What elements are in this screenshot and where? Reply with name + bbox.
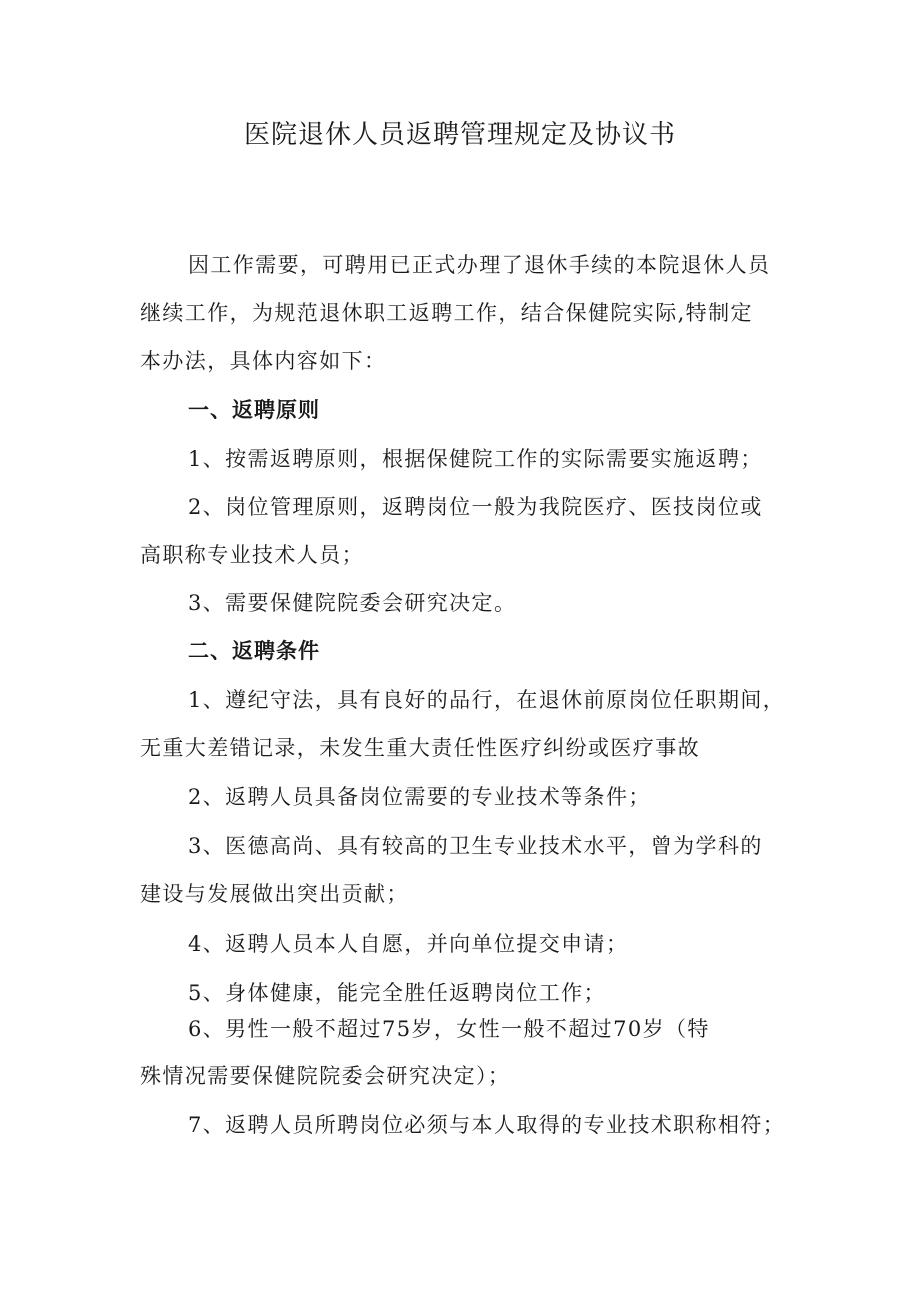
condition-item-6-cont: 殊情况需要保健院院委会研究决定）； [140,1064,511,1088]
intro-line-1: 因工作需要，可聘用已正式办理了退休手续的本院退休人员 [188,253,771,277]
intro-line-2: 继续工作，为规范退休职工返聘工作，结合保健院实际,特制定 [140,301,753,325]
condition-item-1-cont: 无重大差错记录，未发生重大责任性医疗纠纷或医疗事故 [140,736,700,760]
principle-item-1: 1、按需返聘原则，根据保健院工作的实际需要实施返聘； [188,447,763,471]
condition-item-2: 2、返聘人员具备岗位需要的专业技术等条件； [188,785,651,809]
principle-item-2-cont: 高职称专业技术人员； [140,543,364,567]
condition-item-6: 6、男性一般不超过75岁，女性一般不超过70岁（特 [188,1017,710,1041]
condition-item-3-cont: 建设与发展做出突出贡献； [140,882,409,906]
section-heading-conditions: 二、返聘条件 [188,639,320,663]
condition-item-5: 5、身体健康，能完全胜任返聘岗位工作； [188,981,606,1005]
principle-item-2: 2、岗位管理原则，返聘岗位一般为我院医疗、医技岗位或 [188,495,763,519]
section-heading-principles: 一、返聘原则 [188,398,320,422]
principle-item-3: 3、需要保健院院委会研究决定。 [188,591,517,615]
condition-item-7: 7、返聘人员所聘岗位必须与本人取得的专业技术职称相符； [188,1113,786,1137]
condition-item-4: 4、返聘人员本人自愿，并向单位提交申请； [188,932,629,956]
document-title: 医院退休人员返聘管理规定及协议书 [243,120,676,150]
condition-item-1: 1、遵纪守法，具有良好的品行，在退休前原岗位任职期间， [188,688,786,712]
intro-line-3: 本办法，具体内容如下： [140,349,387,373]
condition-item-3: 3、医德高尚、具有较高的卫生专业技术水平，曾为学科的 [188,834,763,858]
